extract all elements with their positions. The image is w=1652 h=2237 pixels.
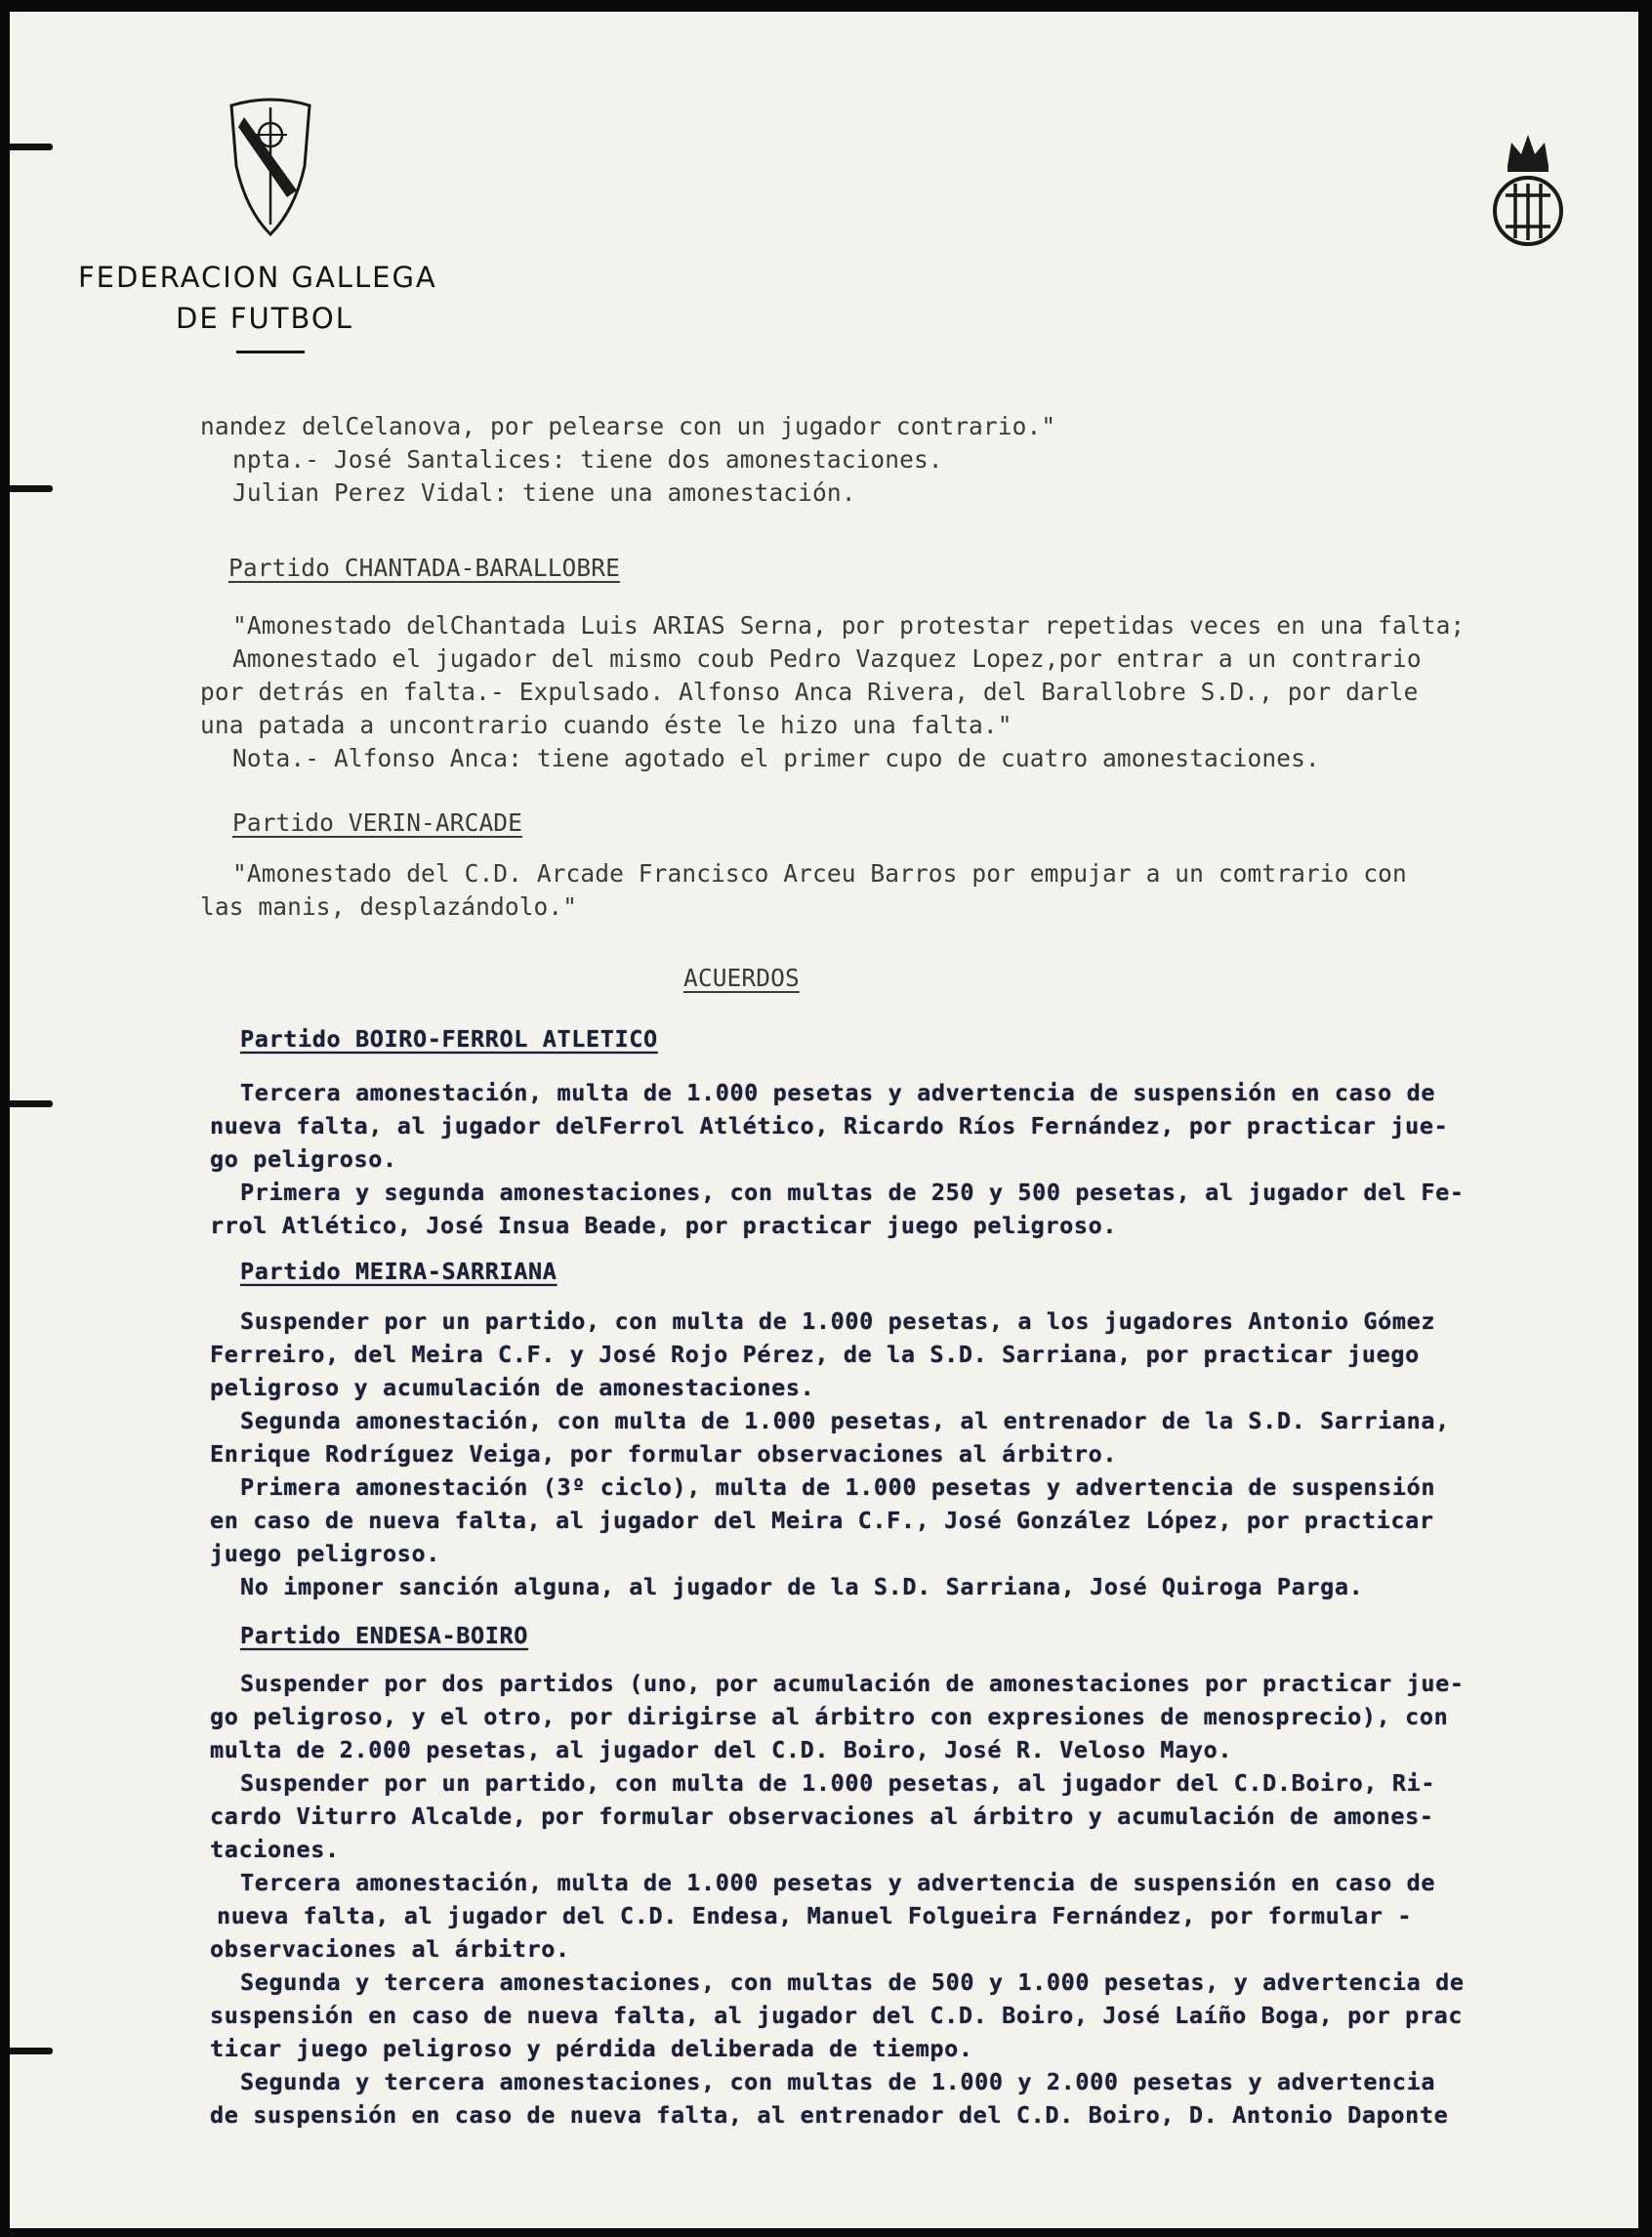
document-body bbox=[10, 12, 1638, 2228]
org-name-line2: DE FUTBOL bbox=[176, 302, 353, 335]
text-line: una patada a uncontrario cuando éste le hizo una falta." bbox=[200, 711, 1012, 739]
text-line: Primera amonestación (3º ciclo), multa de 1.000 pesetas y advertencia de suspensión bbox=[240, 1473, 1436, 1501]
text-line: Segunda y tercera amonestaciones, con multas de 500 y 1.000 pesetas, y advertencia de bbox=[240, 1968, 1465, 1996]
text-line: taciones. bbox=[210, 1836, 340, 1863]
section-heading: Partido CHANTADA-BARALLOBRE bbox=[228, 554, 620, 582]
section-heading: Partido ENDESA-BOIRO bbox=[240, 1622, 528, 1649]
section-heading: Partido MEIRA-SARRIANA bbox=[240, 1258, 558, 1285]
text-line: Segunda y tercera amonestaciones, con multas de 1.000 y 2.000 pesetas y advertencia bbox=[240, 2068, 1436, 2095]
text-line: nandez delCelanova, por pelearse con un jugador contrario." bbox=[200, 412, 1056, 440]
document-page bbox=[10, 12, 1638, 2228]
text-line: cardo Viturro Alcalde, por formular observaciones al árbitro y acumulación de amones- bbox=[210, 1802, 1434, 1830]
text-line: Julian Perez Vidal: tiene una amonestación. bbox=[232, 478, 856, 507]
text-line: por detrás en falta.- Expulsado. Alfonso Anca Rivera, del Barallobre S.D., por darle bbox=[200, 678, 1419, 706]
text-line: Ferreiro, del Meira C.F. y José Rojo Pérez, de la S.D. Sarriana, por practicar juego bbox=[210, 1341, 1420, 1368]
text-line: nueva falta, al jugador delFerrol Atlético, Ricardo Ríos Fernández, por practicar jue- bbox=[210, 1112, 1449, 1139]
section-heading: Partido VERIN-ARCADE bbox=[232, 808, 523, 837]
text-line: Suspender por un partido, con multa de 1.000 pesetas, al jugador del C.D.Boiro, Ri- bbox=[240, 1769, 1436, 1797]
section-heading: Partido BOIRO-FERROL ATLETICO bbox=[240, 1025, 658, 1053]
text-line: Suspender por dos partidos (uno, por acumulación de amonestaciones por practicar jue- bbox=[240, 1670, 1465, 1697]
section-heading: ACUERDOS bbox=[683, 964, 800, 992]
text-line: No imponer sanción alguna, al jugador de la S.D. Sarriana, José Quiroga Parga. bbox=[240, 1573, 1364, 1600]
text-line: peligroso y acumulación de amonestaciones. bbox=[210, 1374, 815, 1401]
text-line: go peligroso, y el otro, por dirigirse al árbitro con expresiones de menosprecio), con bbox=[210, 1703, 1449, 1730]
text-line: Primera y segunda amonestaciones, con multas de 250 y 500 pesetas, al jugador del Fe- bbox=[240, 1179, 1465, 1206]
text-line: "Amonestado del C.D. Arcade Francisco Arceu Barros por empujar a un comtrario con bbox=[232, 859, 1407, 888]
text-line: Segunda amonestación, con multa de 1.000 pesetas, al entrenador de la S.D. Sarriana, bbox=[240, 1407, 1450, 1434]
text-line: Tercera amonestación, multa de 1.000 pesetas y advertencia de suspensión en caso de bbox=[240, 1869, 1436, 1896]
text-line: de suspensión en caso de nueva falta, al entrenador del C.D. Boiro, D. Antonio Daponte bbox=[210, 2101, 1449, 2129]
text-line: Tercera amonestación, multa de 1.000 pesetas y advertencia de suspensión en caso de bbox=[240, 1079, 1436, 1106]
text-line: go peligroso. bbox=[210, 1145, 397, 1173]
text-line: juego peligroso. bbox=[210, 1540, 440, 1567]
text-line: en caso de nueva falta, al jugador del Meira C.F., José González López, por practicar bbox=[210, 1507, 1434, 1534]
text-line: ticar juego peligroso y pérdida deliberada de tiempo. bbox=[210, 2035, 973, 2062]
text-line: npta.- José Santalices: tiene dos amonestaciones. bbox=[232, 445, 943, 474]
text-line: observaciones al árbitro. bbox=[210, 1935, 570, 1963]
text-line: las manis, desplazándolo." bbox=[200, 892, 578, 921]
text-line: rrol Atlético, José Insua Beade, por practicar juego peligroso. bbox=[210, 1212, 1118, 1239]
text-line: Nota.- Alfonso Anca: tiene agotado el primer cupo de cuatro amonestaciones. bbox=[232, 744, 1320, 772]
text-line: multa de 2.000 pesetas, al jugador del C.D. Boiro, José R. Veloso Mayo. bbox=[210, 1736, 1233, 1763]
text-line: nueva falta, al jugador del C.D. Endesa, Manuel Folgueira Fernández, por formular - bbox=[217, 1902, 1413, 1929]
text-line: Amonestado el jugador del mismo coub Pedro Vazquez Lopez,por entrar a un contrario bbox=[232, 644, 1422, 673]
text-line: "Amonestado delChantada Luis ARIAS Serna, por protestar repetidas veces en una falta; bbox=[232, 611, 1466, 640]
text-line: Suspender por un partido, con multa de 1.000 pesetas, a los jugadores Antonio Gómez bbox=[240, 1307, 1436, 1335]
text-line: Enrique Rodríguez Veiga, por formular observaciones al árbitro. bbox=[210, 1440, 1118, 1468]
org-name-line1: FEDERACION GALLEGA bbox=[78, 261, 437, 294]
text-line: suspensión en caso de nueva falta, al jugador del C.D. Boiro, José Laíño Boga, por prac bbox=[210, 2002, 1464, 2029]
